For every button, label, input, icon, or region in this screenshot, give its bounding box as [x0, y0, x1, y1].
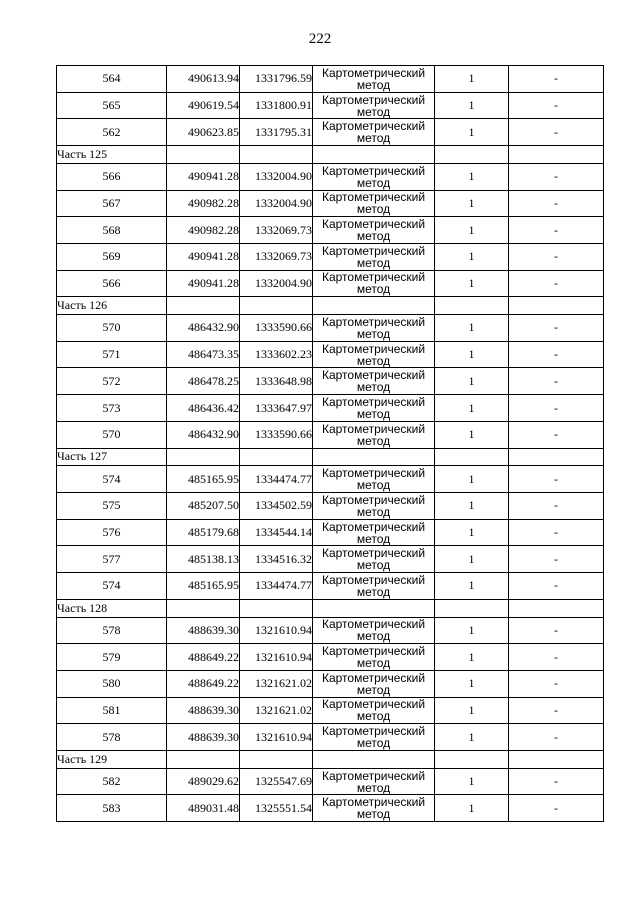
- method-line: метод: [356, 175, 391, 190]
- point-number: 570: [57, 315, 167, 342]
- coordinate-x: 486432.90: [167, 315, 240, 342]
- note-value: -: [509, 368, 604, 395]
- method-line: Картометрический: [321, 119, 426, 134]
- empty-cell: [240, 297, 313, 315]
- empty-cell: [167, 751, 240, 769]
- empty-cell: [509, 448, 604, 466]
- method-line: Картометрический: [321, 697, 426, 712]
- method-cell: [313, 315, 435, 342]
- empty-cell: [435, 751, 509, 769]
- method-line: метод: [356, 255, 391, 270]
- accuracy-value: 1: [435, 421, 509, 448]
- empty-cell: [313, 448, 435, 466]
- table-row: [57, 493, 604, 520]
- table-row: [57, 217, 604, 244]
- note-value: -: [509, 670, 604, 697]
- point-number: 572: [57, 368, 167, 395]
- method-line: Картометрический: [321, 190, 426, 205]
- table-row: [57, 768, 604, 795]
- note-value: -: [509, 341, 604, 368]
- accuracy-value: 1: [435, 644, 509, 671]
- table-row: [57, 163, 604, 190]
- table-row: [57, 119, 604, 146]
- accuracy-value: 1: [435, 768, 509, 795]
- method-line: метод: [356, 131, 391, 146]
- part-label: Часть 128: [57, 599, 167, 617]
- table-row: [57, 368, 604, 395]
- coordinate-x: 488639.30: [167, 724, 240, 751]
- empty-cell: [167, 297, 240, 315]
- table-row: [57, 421, 604, 448]
- note-value: -: [509, 315, 604, 342]
- method-line: Картометрический: [321, 92, 426, 107]
- point-number: 582: [57, 768, 167, 795]
- empty-cell: [313, 297, 435, 315]
- method-line: Картометрический: [321, 617, 426, 632]
- coordinate-y: 1321610.94: [240, 644, 313, 671]
- coordinate-y: 1321621.02: [240, 697, 313, 724]
- method-line: Картометрический: [321, 795, 426, 810]
- note-value: -: [509, 119, 604, 146]
- empty-cell: [240, 146, 313, 164]
- accuracy-value: 1: [435, 519, 509, 546]
- method-line: метод: [356, 229, 391, 244]
- empty-cell: [509, 146, 604, 164]
- coordinate-y: 1321610.94: [240, 617, 313, 644]
- table-row: [57, 341, 604, 368]
- coordinate-x: 486478.25: [167, 368, 240, 395]
- coordinate-x: 490619.54: [167, 92, 240, 119]
- note-value: -: [509, 421, 604, 448]
- method-line: Картометрический: [321, 644, 426, 659]
- point-number: 569: [57, 243, 167, 270]
- coordinate-y: 1334516.32: [240, 546, 313, 573]
- accuracy-value: 1: [435, 795, 509, 822]
- note-value: -: [509, 163, 604, 190]
- point-number: 574: [57, 573, 167, 600]
- coordinate-x: 490982.28: [167, 190, 240, 217]
- empty-cell: [240, 751, 313, 769]
- method-cell: [313, 466, 435, 493]
- point-number: 566: [57, 163, 167, 190]
- coordinate-y: 1325547.69: [240, 768, 313, 795]
- table-row: [57, 670, 604, 697]
- table-row: [57, 644, 604, 671]
- note-value: -: [509, 190, 604, 217]
- coordinate-x: 490941.28: [167, 243, 240, 270]
- method-line: Картометрический: [321, 314, 426, 329]
- table-row: [57, 66, 604, 93]
- point-number: 565: [57, 92, 167, 119]
- part-label: Часть 127: [57, 448, 167, 466]
- part-header-row: [57, 297, 604, 315]
- coordinate-x: 488649.22: [167, 644, 240, 671]
- table-row: [57, 617, 604, 644]
- empty-cell: [167, 448, 240, 466]
- method-line: Картометрический: [321, 768, 426, 783]
- empty-cell: [313, 599, 435, 617]
- accuracy-value: 1: [435, 66, 509, 93]
- coordinate-y: 1321621.02: [240, 670, 313, 697]
- point-number: 579: [57, 644, 167, 671]
- accuracy-value: 1: [435, 163, 509, 190]
- accuracy-value: 1: [435, 341, 509, 368]
- method-cell: [313, 546, 435, 573]
- empty-cell: [435, 599, 509, 617]
- empty-cell: [509, 599, 604, 617]
- coordinate-y: 1331800.91: [240, 92, 313, 119]
- accuracy-value: 1: [435, 670, 509, 697]
- note-value: -: [509, 243, 604, 270]
- method-cell: [313, 421, 435, 448]
- coordinates-table: [56, 65, 604, 822]
- method-cell: [313, 519, 435, 546]
- accuracy-value: 1: [435, 92, 509, 119]
- coordinate-y: 1325551.54: [240, 795, 313, 822]
- coordinate-x: 490941.28: [167, 270, 240, 297]
- coordinate-x: 486473.35: [167, 341, 240, 368]
- note-value: -: [509, 466, 604, 493]
- coordinate-x: 485179.68: [167, 519, 240, 546]
- coordinate-y: 1331796.59: [240, 66, 313, 93]
- empty-cell: [509, 297, 604, 315]
- accuracy-value: 1: [435, 724, 509, 751]
- accuracy-value: 1: [435, 217, 509, 244]
- table-row: [57, 270, 604, 297]
- point-number: 567: [57, 190, 167, 217]
- table-row: [57, 724, 604, 751]
- note-value: -: [509, 270, 604, 297]
- part-label: Часть 126: [57, 297, 167, 315]
- point-number: 583: [57, 795, 167, 822]
- method-line: метод: [356, 478, 391, 493]
- coordinates-table-body: [57, 66, 604, 822]
- table-row: [57, 795, 604, 822]
- method-line: Картометрический: [321, 519, 426, 534]
- method-cell: [313, 368, 435, 395]
- coordinate-x: 486432.90: [167, 421, 240, 448]
- coordinate-y: 1333648.98: [240, 368, 313, 395]
- coordinate-x: 486436.42: [167, 395, 240, 422]
- method-line: метод: [356, 104, 391, 119]
- coordinate-y: 1332069.73: [240, 243, 313, 270]
- method-line: Картометрический: [321, 65, 426, 80]
- method-line: метод: [356, 531, 391, 546]
- part-header-row: [57, 599, 604, 617]
- point-number: 564: [57, 66, 167, 93]
- table-row: [57, 573, 604, 600]
- point-number: 566: [57, 270, 167, 297]
- method-line: Картометрический: [321, 546, 426, 561]
- coordinate-y: 1333590.66: [240, 421, 313, 448]
- method-line: метод: [356, 656, 391, 671]
- table-row: [57, 92, 604, 119]
- accuracy-value: 1: [435, 270, 509, 297]
- point-number: 581: [57, 697, 167, 724]
- method-cell: [313, 341, 435, 368]
- part-header-row: [57, 751, 604, 769]
- table-row: [57, 395, 604, 422]
- coordinate-y: 1333602.23: [240, 341, 313, 368]
- table-row: [57, 697, 604, 724]
- method-line: Картометрический: [321, 163, 426, 178]
- note-value: -: [509, 493, 604, 520]
- empty-cell: [313, 146, 435, 164]
- accuracy-value: 1: [435, 395, 509, 422]
- table-row: [57, 546, 604, 573]
- part-header-row: [57, 146, 604, 164]
- method-cell: [313, 92, 435, 119]
- method-line: Картометрический: [321, 243, 426, 258]
- point-number: 562: [57, 119, 167, 146]
- coordinate-y: 1331795.31: [240, 119, 313, 146]
- note-value: -: [509, 66, 604, 93]
- method-line: метод: [356, 380, 391, 395]
- accuracy-value: 1: [435, 190, 509, 217]
- method-cell: [313, 493, 435, 520]
- method-line: метод: [356, 433, 391, 448]
- point-number: 570: [57, 421, 167, 448]
- empty-cell: [435, 146, 509, 164]
- coordinate-x: 485165.95: [167, 466, 240, 493]
- coordinate-x: 488639.30: [167, 617, 240, 644]
- coordinate-y: 1334474.77: [240, 573, 313, 600]
- note-value: -: [509, 573, 604, 600]
- coordinate-y: 1321610.94: [240, 724, 313, 751]
- accuracy-value: 1: [435, 119, 509, 146]
- method-line: Картометрический: [321, 724, 426, 739]
- method-line: метод: [356, 353, 391, 368]
- method-line: метод: [356, 780, 391, 795]
- table-row: [57, 315, 604, 342]
- method-line: метод: [356, 77, 391, 92]
- method-line: Картометрический: [321, 368, 426, 383]
- note-value: -: [509, 395, 604, 422]
- method-cell: [313, 670, 435, 697]
- method-cell: [313, 617, 435, 644]
- empty-cell: [435, 297, 509, 315]
- note-value: -: [509, 617, 604, 644]
- method-line: метод: [356, 584, 391, 599]
- method-line: Картометрический: [321, 492, 426, 507]
- method-cell: [313, 768, 435, 795]
- method-line: Картометрический: [321, 421, 426, 436]
- method-cell: [313, 270, 435, 297]
- point-number: 578: [57, 617, 167, 644]
- empty-cell: [167, 146, 240, 164]
- coordinate-x: 485138.13: [167, 546, 240, 573]
- coordinate-x: 488639.30: [167, 697, 240, 724]
- coordinate-x: 490982.28: [167, 217, 240, 244]
- coordinate-x: 489029.62: [167, 768, 240, 795]
- note-value: -: [509, 546, 604, 573]
- method-line: метод: [356, 282, 391, 297]
- method-line: метод: [356, 326, 391, 341]
- coordinate-x: 490613.94: [167, 66, 240, 93]
- method-cell: [313, 119, 435, 146]
- coordinate-y: 1334544.14: [240, 519, 313, 546]
- coordinate-y: 1332004.90: [240, 163, 313, 190]
- method-line: Картометрический: [321, 572, 426, 587]
- empty-cell: [167, 599, 240, 617]
- page-number: 222: [308, 31, 332, 47]
- table-row: [57, 243, 604, 270]
- empty-cell: [509, 751, 604, 769]
- method-cell: [313, 163, 435, 190]
- coordinate-x: 485207.50: [167, 493, 240, 520]
- point-number: 576: [57, 519, 167, 546]
- method-line: метод: [356, 807, 391, 822]
- accuracy-value: 1: [435, 466, 509, 493]
- table-row: [57, 466, 604, 493]
- note-value: -: [509, 795, 604, 822]
- empty-cell: [240, 599, 313, 617]
- note-value: -: [509, 519, 604, 546]
- table-row: [57, 519, 604, 546]
- coordinate-y: 1333647.97: [240, 395, 313, 422]
- table-row: [57, 190, 604, 217]
- point-number: 573: [57, 395, 167, 422]
- accuracy-value: 1: [435, 697, 509, 724]
- method-line: метод: [356, 736, 391, 751]
- coordinate-y: 1334474.77: [240, 466, 313, 493]
- method-line: Картометрический: [321, 395, 426, 409]
- method-cell: [313, 724, 435, 751]
- point-number: 571: [57, 341, 167, 368]
- method-cell: [313, 644, 435, 671]
- empty-cell: [313, 751, 435, 769]
- method-cell: [313, 395, 435, 422]
- coordinate-y: 1334502.59: [240, 493, 313, 520]
- method-line: Картометрический: [321, 270, 426, 285]
- note-value: -: [509, 92, 604, 119]
- note-value: -: [509, 644, 604, 671]
- method-line: Картометрический: [321, 217, 426, 232]
- coordinate-x: 488649.22: [167, 670, 240, 697]
- point-number: 578: [57, 724, 167, 751]
- method-line: метод: [356, 504, 391, 519]
- empty-cell: [435, 448, 509, 466]
- method-cell: [313, 217, 435, 244]
- method-line: Картометрический: [321, 341, 426, 356]
- coordinate-x: 489031.48: [167, 795, 240, 822]
- method-cell: [313, 243, 435, 270]
- coordinate-x: 490623.85: [167, 119, 240, 146]
- method-cell: [313, 697, 435, 724]
- method-line: метод: [356, 558, 391, 573]
- accuracy-value: 1: [435, 368, 509, 395]
- coordinate-x: 490941.28: [167, 163, 240, 190]
- part-header-row: [57, 448, 604, 466]
- point-number: 574: [57, 466, 167, 493]
- coordinate-y: 1332004.90: [240, 270, 313, 297]
- method-cell: [313, 190, 435, 217]
- coordinate-x: 485165.95: [167, 573, 240, 600]
- coordinate-y: 1333590.66: [240, 315, 313, 342]
- note-value: -: [509, 217, 604, 244]
- note-value: -: [509, 724, 604, 751]
- accuracy-value: 1: [435, 573, 509, 600]
- point-number: 568: [57, 217, 167, 244]
- method-line: Картометрический: [321, 670, 426, 685]
- method-line: Картометрический: [321, 466, 426, 481]
- method-line: метод: [356, 202, 391, 217]
- coordinate-y: 1332069.73: [240, 217, 313, 244]
- accuracy-value: 1: [435, 315, 509, 342]
- note-value: -: [509, 697, 604, 724]
- method-cell: [313, 795, 435, 822]
- accuracy-value: 1: [435, 546, 509, 573]
- method-line: метод: [356, 629, 391, 644]
- point-number: 575: [57, 493, 167, 520]
- method-cell: [313, 66, 435, 93]
- point-number: 577: [57, 546, 167, 573]
- method-cell: [313, 573, 435, 600]
- method-line: метод: [356, 407, 391, 421]
- note-value: -: [509, 768, 604, 795]
- part-label: Часть 129: [57, 751, 167, 769]
- empty-cell: [240, 448, 313, 466]
- accuracy-value: 1: [435, 493, 509, 520]
- accuracy-value: 1: [435, 243, 509, 270]
- method-line: метод: [356, 709, 391, 724]
- coordinate-y: 1332004.90: [240, 190, 313, 217]
- point-number: 580: [57, 670, 167, 697]
- part-label: Часть 125: [57, 146, 167, 164]
- accuracy-value: 1: [435, 617, 509, 644]
- method-line: метод: [356, 682, 391, 697]
